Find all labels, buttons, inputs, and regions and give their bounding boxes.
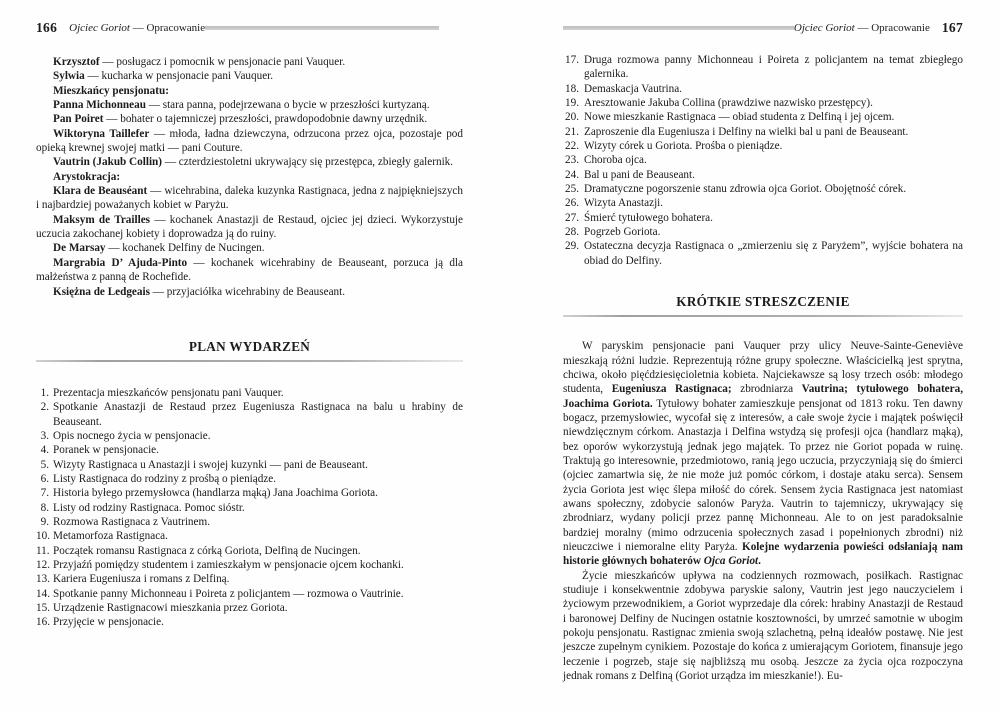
plan-item-text: Druga rozmowa panny Michonneau i Poireta z policjantem na temat zbiegłego galernika.	[584, 54, 963, 81]
plan-item	[36, 558, 463, 572]
plan-item	[36, 400, 463, 429]
character-entry: Maksym de Trailles — kochanek Anastazji de Restaud, ojciec jej dzieci. Wykorzystuje uczucia zakochanej kobiety i doprowadza ją do ruiny.	[36, 213, 463, 241]
summary-heading: KRÓTKIE STRESZCZENIE	[676, 294, 850, 310]
plan-item-number: 6.	[40, 472, 49, 485]
plan-item	[563, 139, 963, 153]
plan-item	[36, 615, 463, 629]
plan-item-text: Listy od rodziny Rastignaca. Pomoc sióstr.	[53, 501, 245, 514]
plan-item	[563, 110, 963, 124]
character-entry	[36, 84, 463, 98]
plan-item-text: Początek romansu Rastignaca z córką Goriota, Delfiną de Nucingen.	[53, 544, 361, 557]
plan-item	[36, 515, 463, 529]
summary-emphasis: Kolejne wydarzenia powieści odsłaniają nam historie głównych bohaterów	[563, 540, 963, 568]
plan-item-number: 2.	[40, 401, 49, 414]
plan-item-text: Zaproszenie dla Eugeniusza i Delfiny na wielki bal u pani de Beauseant.	[584, 125, 909, 138]
plan-item-text: Wizyty córek u Goriota. Prośba o pieniądze.	[584, 140, 783, 153]
plan-item-number: 15.	[36, 602, 50, 614]
running-header-left	[36, 20, 463, 35]
plan-item-text: Urządzenie Rastignacowi mieszkania przez Goriota.	[53, 602, 288, 614]
plan-item-text: Kariera Eugeniusza i romans z Delfiną.	[53, 573, 230, 586]
plan-item-number: 22.	[565, 140, 579, 153]
character-list	[36, 55, 463, 299]
plan-item-number: 18.	[565, 82, 579, 95]
character-entry: Sylwia — kucharka w pensjonacie pani Vauquer.	[53, 70, 274, 83]
plan-item-number: 27.	[565, 211, 579, 224]
plan-item-number: 9.	[40, 515, 49, 528]
plan-item	[563, 168, 963, 182]
plan-item-text: Demaskacja Vautrina.	[584, 82, 682, 95]
plan-item-number: 21.	[565, 125, 579, 138]
plan-item-number: 3.	[40, 429, 49, 442]
page-number-right: 167	[941, 19, 963, 35]
plan-item	[563, 225, 963, 239]
character-name: Pan Poiret	[53, 113, 104, 126]
running-title-left	[69, 22, 205, 34]
plan-item-number: 28.	[565, 226, 579, 239]
plan-heading-rule	[36, 360, 463, 362]
plan-item-text: Dramatyczne pogorszenie stanu zdrowia ojca Goriot. Obojętność córek.	[584, 183, 907, 196]
running-title-italic: Ojciec Goriot	[69, 21, 130, 34]
running-title-rest: — Opracowanie	[854, 21, 930, 34]
plan-item-number: 11.	[36, 544, 50, 557]
plan-item-text: Metamorfoza Rastignaca.	[53, 530, 168, 543]
summary-emphasis: Eugeniusza Rastignaca;	[611, 383, 732, 396]
summary-emphasis: Ojca Goriot	[703, 555, 759, 568]
character-entry: Panna Michonneau — stara panna, podejrzewana o bycie w przeszłości kurtyzaną.	[53, 99, 430, 112]
running-title-rest: — Opracowanie	[129, 21, 206, 34]
plan-item-text: Choroba ojca.	[584, 154, 647, 167]
header-rule-left	[205, 26, 439, 30]
plan-item-text: Wizyta Anastazji.	[584, 197, 664, 210]
character-entry: Margrabia D’ Ajuda-Pinto — kochanek wicehrabiny de Beauseant, porzuca ją dla małżeństwa z panną de Rochefide.	[36, 256, 463, 284]
character-entry: Klara de Beauséant — wicehrabina, daleka kuzynka Rastignaca, jedna z najpiękniejszych i najbardziej poważanych kobiet w Paryżu.	[36, 185, 463, 212]
plan-item-number: 14.	[36, 587, 50, 600]
plan-item-text: Śmierć tytułowego bohatera.	[584, 211, 713, 224]
character-name: Księżna de Ledgeais	[53, 285, 150, 298]
character-entry	[36, 170, 463, 184]
plan-item	[36, 572, 463, 586]
plan-item-number: 17.	[565, 54, 579, 66]
character-name: Wiktoryna Taillefer	[53, 127, 150, 140]
plan-item-number: 4.	[40, 444, 49, 457]
character-name: Vautrin (Jakub Collin)	[53, 156, 163, 169]
plan-item-text: Listy Rastignaca do rodziny z prośbą o pieniądze.	[53, 472, 277, 485]
plan-item-number: 13.	[36, 573, 50, 586]
plan-item	[563, 196, 963, 210]
plan-item	[563, 211, 963, 225]
plan-item	[563, 182, 963, 196]
plan-item-text: Nowe mieszkanie Rastignaca — obiad studenta z Delfiną i jej ojcem.	[584, 111, 895, 124]
plan-item-number: 16.	[36, 616, 50, 629]
plan-item-number: 26.	[565, 197, 579, 210]
header-rule-right	[563, 26, 794, 30]
running-title-italic: Ojciec Goriot	[793, 21, 855, 34]
character-entry: Pan Poiret — bohater o tajemniczej przeszłości, prawdopodobnie dawny urzędnik.	[53, 113, 428, 126]
plan-item	[36, 458, 463, 472]
plan-item-text: Rozmowa Rastignaca z Vautrinem.	[53, 515, 210, 528]
character-entry: Wiktoryna Taillefer — młoda, ładna dziewczyna, odrzucona przez ojca, pozostaje pod opieką krewnej swojej matki — pani Couture.	[36, 127, 463, 155]
summary-emphasis: Vautrina; tytułowego bohatera, Joachima Goriota.	[563, 383, 963, 410]
plan-item	[36, 486, 463, 500]
plan-item-number: 23.	[565, 154, 579, 167]
plan-item	[563, 153, 963, 167]
character-entry: Vautrin (Jakub Collin) — czterdziestoletni ukrywający się przestępca, zbiegły galernik.	[53, 156, 454, 169]
plan-item	[36, 529, 463, 543]
character-name: Panna Michonneau	[53, 99, 146, 112]
character-name: Mieszkańcy pensjonatu:	[53, 84, 169, 97]
plan-item	[563, 82, 963, 96]
character-entry: De Marsay — kochanek Delfiny de Nucingen.	[53, 242, 265, 255]
character-entry: Księżna de Ledgeais — przyjaciółka wicehrabiny de Beauseant.	[53, 285, 346, 298]
plan-item-number: 8.	[40, 501, 49, 514]
plan-item-text: Bal u pani de Beauseant.	[584, 168, 695, 181]
plan-item-number: 10.	[36, 530, 50, 543]
page-right	[500, 0, 1000, 712]
plan-item-text: Aresztowanie Jakuba Collina (prawdziwe nazwisko przestępcy).	[584, 97, 873, 110]
character-name: Maksym de Trailles	[53, 213, 151, 226]
plan-item-text: Pogrzeb Goriota.	[584, 226, 661, 239]
plan-item-text: Spotkanie Anastazji de Restaud przez Eugeniusza Rastignaca na balu u hrabiny de Beauseant.	[53, 401, 463, 428]
plan-item-number: 19.	[565, 97, 579, 110]
plan-item	[36, 501, 463, 515]
plan-item-text: Przyjaźń pomiędzy studentem i zamieszkałym w pensjonacie ojcem kochanki.	[53, 558, 404, 571]
plan-item	[36, 472, 463, 486]
character-name: Krzysztof	[53, 56, 100, 68]
summary-paragraph: W paryskim pensjonacie pani Vauquer przy ulicy Neuve-Sainte-Geneviève mieszkają różni ludzie. Reprezentują różne grupy społeczne. Właścicielką jest sprytna, chciwa, około pięćdziesięcioletnia kobieta. Najciekawsze są losy trzech osób: młodego studenta, Eugeniusza Rastignaca; zbrodniarza Vautrina; tytułowego bohatera, Joachima Goriota. Tytułowy bohater zamieszkuje pensjonat od 1813 roku. Ten dawny bogacz, przemysłowiec, wycofał się z interesów, a całe swoje życie i majątek poświęcił niewdzięcznym córkom. Anastazja i Delfina wstydzą się profesji ojca (handlarz mąką), bez oporów wykorzystują jednak jego majątek. To przez nie Goriot popada w ruinę. Traktują go interesownie, przedmiotowo, ranią jego uczucia, przyczyniają się do śmierci (ojciec zamartwia się, że nie może już pomóc córkom, i dostaje ataku serca). Sensem życia Goriota jest więc ślepa miłość do córek. Sensem życia Rastignaca jest natomiast awans społeczny, zdobycie salonów Paryża. Vautrin to tajemniczy, ukrywający się zbrodniarz, wydany policji przez pannę Michonneau. Ale to on jest paradoksalnie bardziej moralny (mimo odrzucenia społecznych zasad i popełnionych zbrodni) niż nieuczciwe i niemoralne elity Paryża. Kolejne wydarzenia powieści odsłaniają nam historie głównych bohaterów Ojca Goriot.	[563, 340, 963, 568]
character-name: De Marsay	[53, 242, 106, 255]
character-name: Margrabia D’ Ajuda-Pinto	[53, 256, 188, 269]
plan-item-text: Spotkanie panny Michonneau i Poireta z policjantem — rozmowa o Vautrinie.	[53, 587, 404, 600]
plan-item-number: 5.	[40, 458, 49, 471]
plan-item-number: 25.	[565, 183, 579, 196]
summary-emphasis: .	[758, 555, 761, 568]
plan-item	[36, 544, 463, 558]
plan-list-left	[36, 386, 463, 630]
character-entry: Krzysztof — posługacz i pomocnik w pensjonacie pani Vauquer.	[53, 56, 346, 68]
plan-item-number: 20.	[565, 111, 579, 124]
summary-paragraph: Życie mieszkańców upływa na codziennych rozmowach, posiłkach. Rastignac studiuje i konsekwentnie zdobywa paryskie salony, Vautrin jest jego nauczycielem i życiowym przewodnikiem, a Goriot wyprzedaje dla córek: hrabiny Anastazji de Restaud i baronowej Delfiny de Nucingen ostatnie kosztowności, by umrzeć samotnie w ubogim pokoju pensjonatu. Rastignac zmienia swoją szlachetną, pełną ideałów postawę. Nie jest jeszcze zupełnym cynikiem. Pozostaje do końca z umierającym Goriotem, finansuje jego leczenie i pogrzeb, staje się najbliższą mu osobą. Jeszcze za życia ojca rozpoczyna jednak romans z Delfiną (Goriot urządza im mieszkanie!). Eu-	[563, 569, 963, 683]
summary-heading-rule	[563, 315, 963, 317]
plan-item	[36, 429, 463, 443]
plan-item	[563, 125, 963, 139]
plan-item-text: Prezentacja mieszkańców pensjonatu pani Vauquer.	[53, 386, 284, 399]
plan-item	[36, 386, 463, 400]
plan-item-text: Wizyty Rastignaca u Anastazji i swojej kuzynki — pani de Beauseant.	[53, 458, 368, 471]
character-name: Klara de Beauséant	[53, 185, 148, 198]
plan-item-number: 1.	[40, 386, 49, 399]
plan-heading: PLAN WYDARZEŃ	[188, 338, 311, 354]
plan-item-text: Historia byłego przemysłowca (handlarza mąką) Jana Joachima Goriota.	[53, 487, 378, 500]
running-title-right	[794, 22, 930, 34]
plan-item	[563, 239, 963, 268]
plan-item	[36, 587, 463, 601]
plan-list-right	[563, 53, 963, 268]
plan-item	[36, 601, 463, 615]
plan-item-text: Poranek w pensjonacie.	[53, 444, 159, 457]
page-number-left: 166	[36, 19, 58, 35]
plan-item-number: 24.	[565, 168, 579, 181]
plan-item-number: 7.	[40, 487, 49, 500]
plan-item-number: 29.	[565, 240, 579, 253]
plan-item-number: 12.	[36, 558, 50, 571]
plan-item	[563, 53, 963, 82]
plan-item	[36, 443, 463, 457]
plan-item-text: Opis nocnego życia w pensjonacie.	[53, 429, 211, 442]
summary-text	[563, 339, 963, 683]
plan-item	[563, 96, 963, 110]
plan-item-text: Ostateczna decyzja Rastignaca o „zmierzeniu się z Paryżem”, wyjście bohatera na obiad do Delfiny.	[584, 240, 963, 267]
character-name: Sylwia	[53, 70, 85, 83]
character-name: Arystokracja:	[53, 170, 121, 183]
plan-item-text: Przyjęcie w pensjonacie.	[53, 616, 164, 629]
running-header-right	[563, 20, 963, 35]
